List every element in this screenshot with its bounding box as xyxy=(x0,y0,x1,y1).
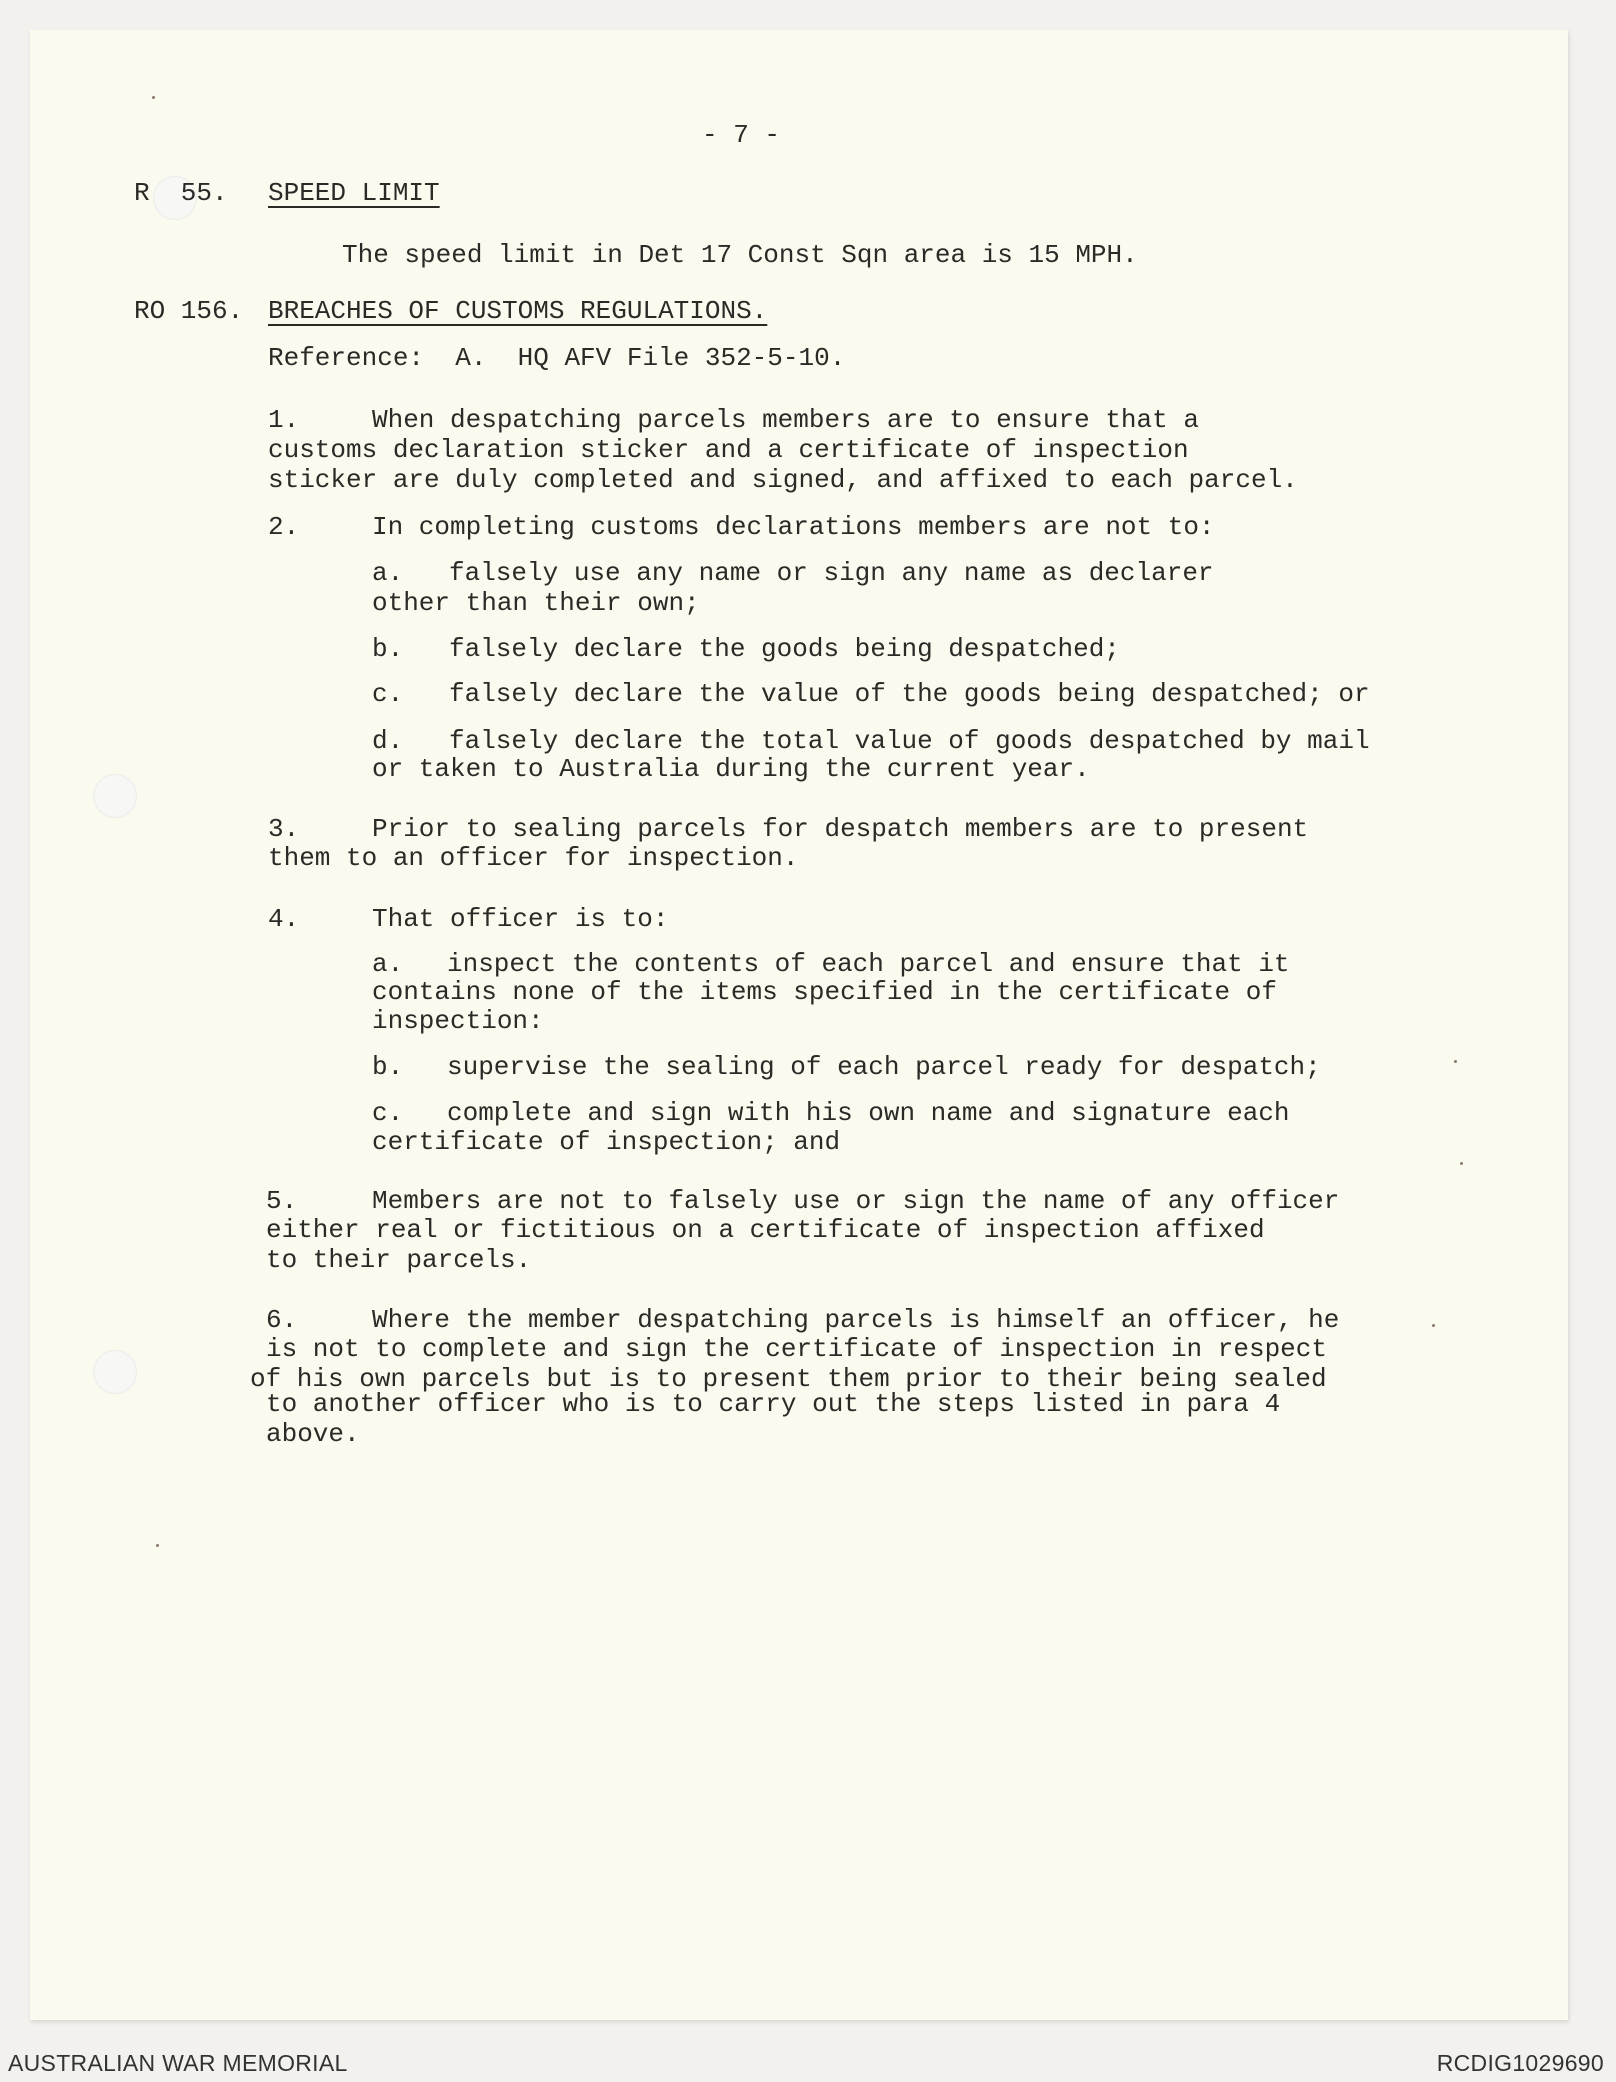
footer-record-id: RCDIG1029690 xyxy=(1436,2050,1604,2076)
para-6-line: is not to complete and sign the certificate of inspection in respect xyxy=(266,1334,1327,1364)
para-1-number: 1. xyxy=(268,405,300,435)
para-6-line: of his own parcels but is to present them prior to their being sealed xyxy=(250,1364,1327,1394)
para-3-line: Prior to sealing parcels for despatch members are to present xyxy=(372,814,1309,844)
footer-archive-name: AUSTRALIAN WAR MEMORIAL xyxy=(8,2050,348,2076)
para-4-number: 4. xyxy=(268,904,300,934)
order-156-number: RO 156. xyxy=(134,296,244,326)
para-4b-line: supervise the sealing of each parcel ready for despatch; xyxy=(447,1052,1321,1082)
para-6-line: Where the member despatching parcels is himself an officer, he xyxy=(372,1305,1340,1335)
order-156-reference: Reference: A. HQ AFV File 352-5-10. xyxy=(268,343,846,373)
order-55-number: R 55. xyxy=(134,178,228,208)
para-6-number: 6. xyxy=(266,1305,298,1335)
para-2a-letter: a. xyxy=(372,558,404,588)
para-5-number: 5. xyxy=(266,1186,298,1216)
para-2b-line: falsely declare the goods being despatched; xyxy=(449,634,1120,664)
para-6-line: above. xyxy=(266,1419,360,1449)
para-5-line: either real or fictitious on a certificate of inspection affixed xyxy=(266,1215,1265,1245)
para-2-line: In completing customs declarations members are not to: xyxy=(372,512,1215,542)
paper-speck xyxy=(1454,1060,1457,1063)
para-4a-line: inspect the contents of each parcel and ensure that it xyxy=(447,949,1290,979)
para-4c-line: complete and sign with his own name and signature each xyxy=(447,1098,1290,1128)
para-2a-line: other than their own; xyxy=(372,588,700,618)
para-4a-line: contains none of the items specified in the certificate of xyxy=(372,977,1277,1007)
para-2d-letter: d. xyxy=(372,726,404,756)
punch-hole-middle xyxy=(93,774,137,818)
para-5-line: to their parcels. xyxy=(266,1245,532,1275)
para-4b-letter: b. xyxy=(372,1052,404,1082)
para-2c-letter: c. xyxy=(372,679,404,709)
para-3-line: them to an officer for inspection. xyxy=(268,843,799,873)
para-6-line: to another officer who is to carry out the steps listed in para 4 xyxy=(266,1389,1281,1419)
para-2-number: 2. xyxy=(268,512,300,542)
para-4c-line: certificate of inspection; and xyxy=(372,1127,841,1157)
para-3-number: 3. xyxy=(268,814,300,844)
page-number: - 7 - xyxy=(702,120,781,150)
para-1-line: customs declaration sticker and a certificate of inspection xyxy=(268,435,1189,465)
order-55-title: SPEED LIMIT xyxy=(268,178,440,208)
para-1-line: sticker are duly completed and signed, and affixed to each parcel. xyxy=(268,465,1298,495)
para-4c-letter: c. xyxy=(372,1098,404,1128)
para-4a-letter: a. xyxy=(372,949,404,979)
para-2b-letter: b. xyxy=(372,634,404,664)
paper-speck xyxy=(156,1544,159,1547)
punch-hole-bottom xyxy=(93,1350,137,1394)
order-156-title: BREACHES OF CUSTOMS REGULATIONS. xyxy=(268,296,768,326)
para-2c-line: falsely declare the value of the goods being despatched; or xyxy=(449,679,1370,709)
para-5-line: Members are not to falsely use or sign the name of any officer xyxy=(372,1186,1340,1216)
paper-speck xyxy=(152,96,155,99)
para-1-line: When despatching parcels members are to ensure that a xyxy=(372,405,1199,435)
paper-speck xyxy=(1432,1324,1435,1327)
paper-speck xyxy=(1460,1162,1463,1165)
document-page xyxy=(30,30,1568,2020)
para-2a-line: falsely use any name or sign any name as declarer xyxy=(449,558,1214,588)
para-4-line: That officer is to: xyxy=(372,904,669,934)
order-55-body: The speed limit in Det 17 Const Sqn area is 15 MPH. xyxy=(342,240,1138,270)
para-2d-line: falsely declare the total value of goods despatched by mail xyxy=(449,726,1370,756)
para-2d-line: or taken to Australia during the current year. xyxy=(372,754,1090,784)
para-4a-line: inspection: xyxy=(372,1006,544,1036)
